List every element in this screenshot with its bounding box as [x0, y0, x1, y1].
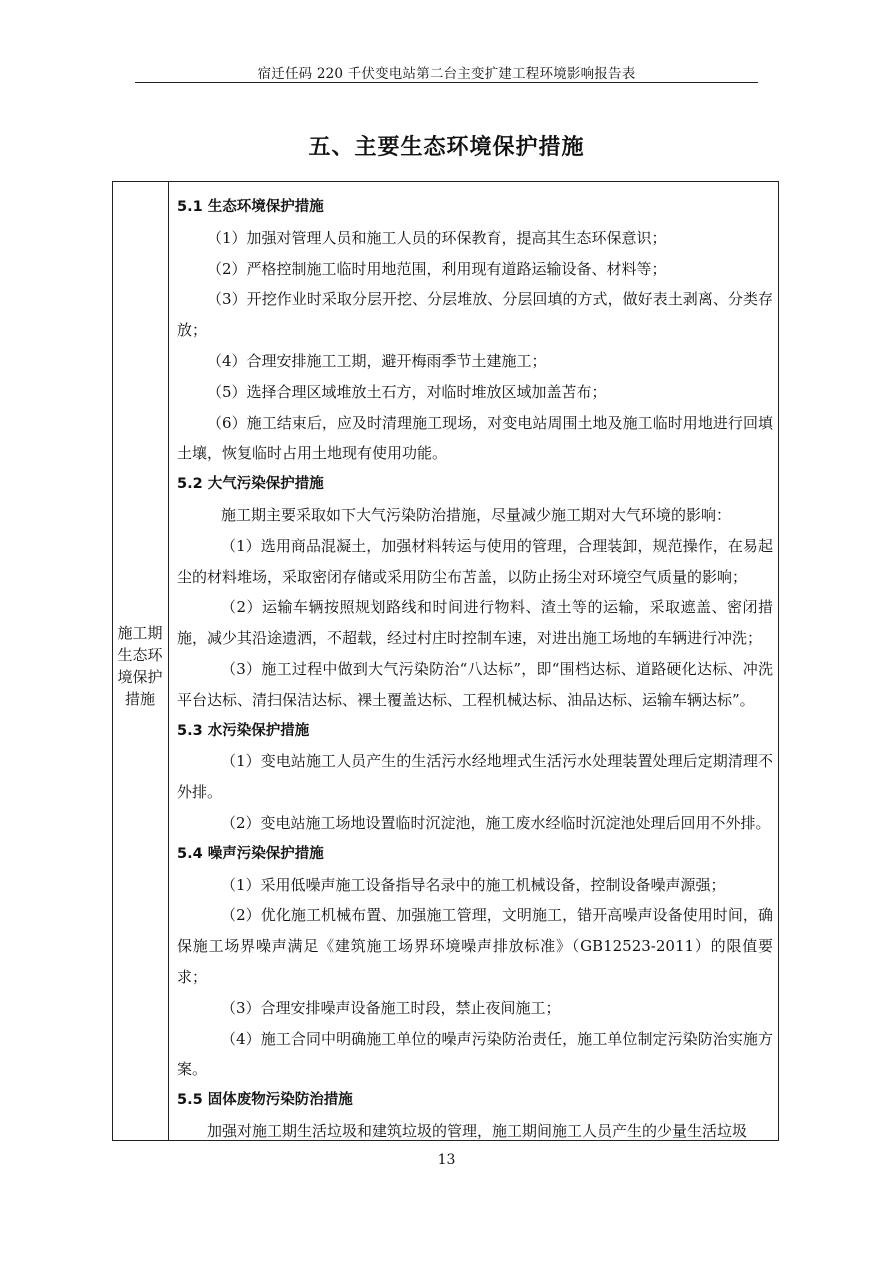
page-title: 五、主要生态环境保护措施: [308, 135, 585, 160]
section-heading: 5.5 固体废物污染防治措施: [177, 1092, 353, 1109]
section-heading: 5.1 生态环境保护措施: [177, 199, 324, 215]
page-header: 宿迁任码 220 千伏变电站第二台主变扩建工程环境影响报告表: [257, 66, 636, 82]
paragraph: （4）施工合同中明确施工单位的噪声污染防治责任，施工单位制定污染防治实施方案。: [177, 1029, 773, 1079]
page-number: 13: [437, 1152, 456, 1168]
paragraph: （1）变电站施工人员产生的生活污水经地埋式生活污水处理装置处理后定期清理不外排。: [177, 752, 773, 802]
section-heading: 5.4 噪声污染保护措施: [177, 845, 324, 862]
paragraph: （5）选择合理区域堆放土石方，对临时堆放区域加盖苫布；: [207, 382, 607, 401]
row-label-text: 施工期生态环境保护措施: [117, 624, 163, 708]
paragraph: （2）严格控制施工临时用地范围，利用现有道路运输设备、材料等；: [207, 259, 667, 278]
row-label: [113, 622, 167, 710]
measures-table: [112, 181, 779, 1141]
paragraph: （3）开挖作业时采取分层开挖、分层堆放、分层回填的方式，做好表土剥离、分类存放；: [177, 290, 773, 340]
paragraph: （2）优化施工机械布置、加强施工管理，文明施工，错开高噪声设备使用时间，确保施工场界噪声满足《建筑施工场界环境噪声排放标准》（GB12523-2011）的限值要求；: [177, 906, 773, 986]
paragraph: 施工期主要采取如下大气污染防治措施，尽量减少施工期对大气环境的影响：: [221, 505, 732, 524]
paragraph: 加强对施工期生活垃圾和建筑垃圾的管理，施工期间施工人员产生的少量生活垃圾: [207, 1121, 748, 1140]
paragraph: （4）合理安排施工工期，避开梅雨季节土建施工；: [207, 351, 547, 370]
paragraph: （2）运输车辆按照规划路线和时间进行物料、渣土等的运输，采取遮盖、密闭措施，减少其沿途遗洒，不超载，经过村庄时控制车速，对进出施工场地的车辆进行冲洗；: [177, 598, 773, 648]
header-rule: [135, 82, 758, 83]
paragraph: （3）施工过程中做到大气污染防治“八达标”，即“围档达标、道路硬化达标、冲洗平台达标、清扫保洁达标、裸土覆盖达标、工程机械达标、油品达标、运输车辆达标”。: [177, 659, 773, 709]
section-heading: 5.3 水污染保护措施: [177, 722, 310, 739]
left-column: [113, 182, 169, 1140]
paragraph: （1）选用商品混凝土，加强材料转运与使用的管理，合理装卸，规范操作，在易起尘的材料堆场，采取密闭存储或采用防尘布苫盖，以防止扬尘对环境空气质量的影响；: [177, 536, 773, 586]
paragraph: （1）加强对管理人员和施工人员的环保教育，提高其生态环保意识；: [207, 228, 667, 247]
content-cell: [177, 192, 773, 1147]
paragraph: （3）合理安排噪声设备施工时段，禁止夜间施工；: [221, 998, 561, 1017]
paragraph: （2）变电站施工场地设置临时沉淀池，施工废水经临时沉淀池处理后回用不外排。: [221, 813, 771, 832]
paragraph: （1）采用低噪声施工设备指导名录中的施工机械设备，控制设备噪声源强；: [221, 875, 726, 894]
section-heading: 5.2 大气污染保护措施: [177, 476, 324, 493]
paragraph: （6）施工结束后，应及时清理施工现场，对变电站周围土地及施工临时用地进行回填土壤，恢复临时占用土地现有使用功能。: [177, 413, 773, 463]
